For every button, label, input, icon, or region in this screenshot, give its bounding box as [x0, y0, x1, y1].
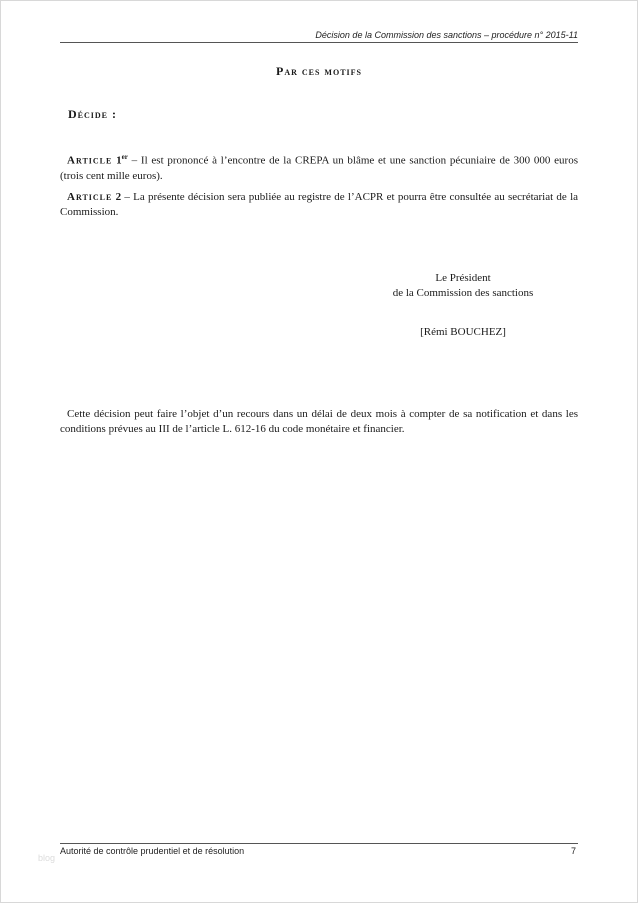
footer-organization: Autorité de contrôle prudentiel et de résolution	[60, 846, 245, 856]
signature-name: [Rémi BOUCHEZ]	[420, 326, 506, 338]
article-2-number: 2	[115, 191, 122, 203]
article-2-lead: Article	[67, 191, 113, 203]
recours-text: Cette décision peut faire l’objet d’un recours dans un délai de deux mois à compter de sa notification et dans les conditions prévues au III de l’article L. 612-16 du code monétaire et financier.	[60, 408, 578, 435]
article-1-text: – Il est prononcé à l’encontre de la CREPA un blâme et une sanction pécuniaire de 300 000 euros (trois cent mille euros).	[60, 154, 578, 182]
signature-line-2: de la Commission des sanctions	[392, 287, 534, 299]
article-1-lead: Article	[67, 154, 113, 167]
page-number: 7	[570, 846, 576, 856]
recours-notice	[60, 407, 578, 437]
decide-heading: Décide :	[68, 107, 118, 121]
section-title: Par ces motifs	[275, 64, 362, 78]
article-1-suffix: er	[121, 153, 128, 161]
signature-line-1: Le Président	[435, 272, 491, 284]
article-1	[60, 150, 578, 184]
running-header: Décision de la Commission des sanctions – procédure n° 2015-11	[315, 30, 578, 40]
article-2-text: – La présente décision sera publiée au registre de l’ACPR et pourra être consultée au secrétariat de la Commission.	[60, 191, 579, 218]
watermark: blog	[38, 853, 56, 863]
article-1-number: 1	[116, 154, 122, 167]
signature-title	[378, 271, 548, 301]
footer-rule	[60, 843, 578, 844]
article-2	[60, 190, 578, 220]
header-rule	[60, 42, 578, 43]
